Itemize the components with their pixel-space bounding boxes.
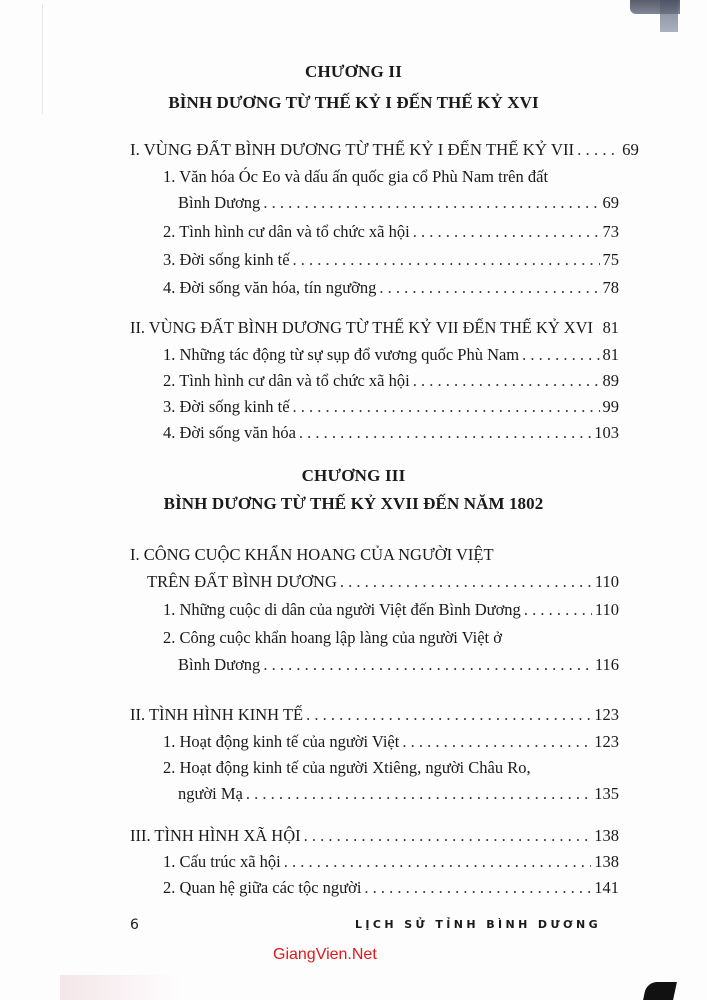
page-corner-shadow [660,0,678,32]
toc-item-label: Bình Dương [178,193,261,212]
toc-item[interactable] [163,250,619,270]
toc-item-label: 2. Tình hình cư dân và tổ chức xã hội [163,222,410,241]
toc-page-number: 99 [602,397,619,416]
toc-item-line1[interactable]: 2. Công cuộc khẩn hoang lập làng của người Việt ở [163,628,502,647]
toc-item-label: người Mạ [178,784,243,803]
toc-page-number: 110 [594,600,619,619]
toc-section-line1[interactable]: I. CÔNG CUỘC KHẨN HOANG CỦA NGƯỜI VIỆT [130,545,494,564]
toc-item[interactable] [163,345,619,365]
toc-page-number: 135 [594,784,619,803]
finger-shadow [60,975,180,1000]
toc-page-number: 123 [594,732,619,751]
toc-item[interactable] [163,878,619,898]
toc-item-label: 1. Cấu trúc xã hội [163,852,281,871]
toc-section-label: III. TÌNH HÌNH XÃ HỘI [130,826,301,845]
toc-page-number: 89 [602,371,619,390]
toc-section-label: II. VÙNG ĐẤT BÌNH DƯƠNG TỪ THẾ KỶ VII ĐẾN THẾ KỶ XVI [130,318,593,337]
toc-item-label: 4. Đời sống văn hóa, tín ngưỡng [163,278,377,297]
toc-item[interactable] [178,193,619,213]
toc-page-number: 69 [622,140,639,159]
toc-section[interactable] [147,572,619,592]
dot-leader [293,397,600,417]
dot-leader [402,732,591,752]
toc-item-line1[interactable]: 1. Văn hóa Óc Eo và dấu ấn quốc gia cổ Phù Nam trên đất [163,167,549,186]
toc-page-number: 78 [602,278,619,297]
toc-item[interactable] [163,732,619,752]
toc-page-number: 75 [602,250,619,269]
toc-section-label: II. TÌNH HÌNH KINH TẾ [130,705,304,724]
toc-item[interactable] [163,600,619,620]
toc-item-label: Bình Dương [178,655,261,674]
chapter-title: CHƯƠNG II [304,62,403,81]
dot-leader [340,572,592,592]
dot-leader [524,600,592,620]
running-title: LỊCH SỬ TỈNH BÌNH DƯƠNG [355,918,602,931]
toc-item-label: 1. Những cuộc di dân của người Việt đến Bình Dương [163,600,521,619]
toc-page-number: 69 [602,193,619,212]
toc-page-number: 138 [594,826,619,845]
toc-item[interactable] [163,222,619,242]
toc-item-label: 2. Quan hệ giữa các tộc người [163,878,362,897]
chapter-subtitle: BÌNH DƯƠNG TỪ THẾ KỶ XVII ĐẾN NĂM 1802 [163,494,544,513]
toc-item-label: 2. Tình hình cư dân và tổ chức xã hội [163,371,410,390]
toc-item[interactable] [163,852,619,872]
toc-page-number: 81 [602,345,619,364]
dot-leader [522,345,599,365]
toc-page-number: 141 [594,878,619,897]
toc-section[interactable] [130,140,639,160]
toc-page-number: 123 [594,705,619,724]
chapter-subtitle: BÌNH DƯƠNG TỪ THẾ KỶ I ĐẾN THẾ KỶ XVI [168,93,539,112]
toc-page-number: 116 [594,655,619,674]
dot-leader [306,705,591,725]
toc-item-label: 1. Những tác động từ sự sụp đổ vương quốc Phù Nam [163,345,520,364]
toc-section[interactable] [130,318,619,338]
dot-leader [284,852,591,872]
toc-item-label: 3. Đời sống kinh tế [163,250,290,269]
toc-page-number: 110 [594,572,619,591]
dot-leader [379,278,599,298]
toc-page-number: 138 [594,852,619,871]
toc-page-number: 73 [602,222,619,241]
toc-section[interactable] [130,826,619,846]
dot-leader [263,193,599,213]
toc-page-number: 81 [602,318,619,337]
toc-item[interactable] [178,784,619,804]
page-number: 6 [130,917,139,933]
dot-leader [299,423,591,443]
toc-section-label: TRÊN ĐẤT BÌNH DƯƠNG [147,572,337,591]
toc-item[interactable] [163,371,619,391]
dot-leader [304,826,592,846]
dot-leader [246,784,591,804]
dot-leader [293,250,600,270]
toc-page-number: 103 [594,423,619,442]
dot-leader [577,140,619,160]
toc-item-label: 3. Đời sống kinh tế [163,397,290,416]
dot-leader [364,878,591,898]
toc-item-label: 1. Hoạt động kinh tế của người Việt [163,732,400,751]
chapter-title: CHƯƠNG III [301,466,406,485]
toc-item[interactable] [178,655,619,675]
dot-leader [413,222,600,242]
toc-item[interactable] [163,397,619,417]
page-corner-dark [643,982,677,1000]
toc-item[interactable] [163,423,619,443]
toc-section-label: I. VÙNG ĐẤT BÌNH DƯƠNG TỪ THẾ KỶ I ĐẾN THẾ KỶ VII [130,140,575,159]
watermark: GiangVien.Net [273,946,377,963]
toc-item-label: 4. Đời sống văn hóa [163,423,296,442]
dot-leader [263,655,592,675]
toc-section[interactable] [130,705,619,725]
dot-leader [413,371,600,391]
toc-item-line1[interactable]: 2. Hoạt động kinh tế của người Xtiêng, người Châu Ro, [163,758,531,777]
toc-item[interactable] [163,278,619,298]
